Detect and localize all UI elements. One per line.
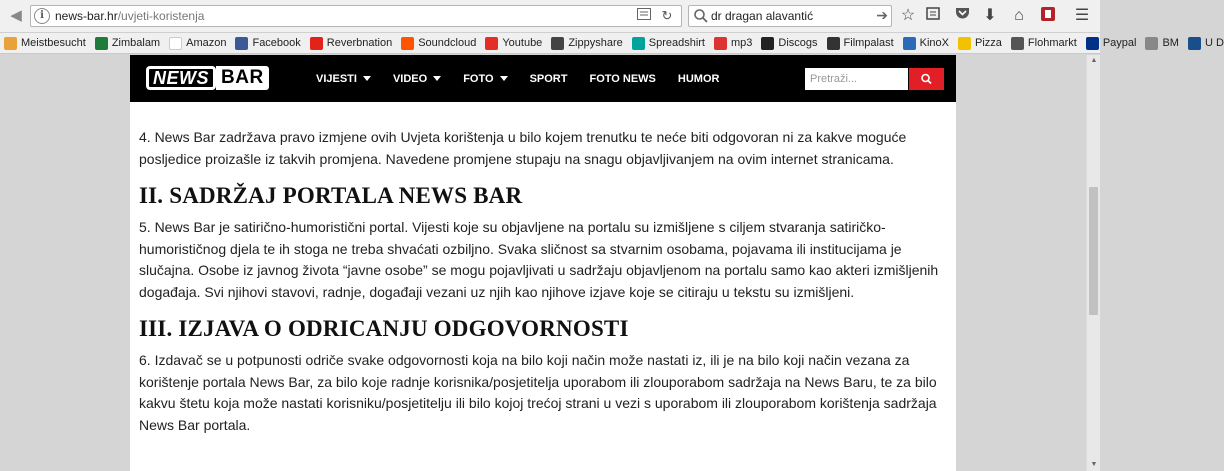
zimbalam-icon	[95, 37, 108, 50]
bookmark-label: Paypal	[1102, 37, 1137, 49]
menu-item-label: VIDEO	[392, 72, 428, 85]
zippyshare-icon	[551, 37, 564, 50]
facebook-icon	[235, 37, 248, 50]
address-bar-url[interactable]	[55, 9, 204, 23]
bookmark-label: Zimbalam	[111, 37, 161, 49]
bookmark-item[interactable]	[1011, 37, 1077, 50]
bookmark-item[interactable]	[485, 37, 542, 50]
vertical-scrollbar[interactable]	[1086, 55, 1100, 471]
ud-icon	[1188, 37, 1201, 50]
folder-icon	[4, 37, 17, 50]
logo-bar: BAR	[216, 66, 269, 90]
menu-item-humor[interactable]	[678, 73, 720, 85]
site-logo[interactable]	[146, 66, 269, 90]
bookmark-label: KinoX	[919, 37, 950, 49]
flohmarkt-icon	[1011, 37, 1024, 50]
paragraph-4: 4. News Bar zadržava pravo izmjene ovih Uvjeta korištenja u bilo kojem trenutku te neće biti odgovoran ni za kakve moguće posljedice proizašle iz takvih promjena. Navedene promjene stupaju na snagu objavljivanjem na ovim internet stranicama.	[139, 129, 907, 167]
browser-search-bar[interactable]	[688, 5, 892, 27]
paragraph-5: 5. News Bar je satirično-humoristični portal. Vijesti koje su objavljene na portalu su izmišljene s ciljem stvaranja satiričko-humorističnog djela te ih stoga ne treba shvaćati ozbiljno. Svaka sličnost sa stvarnim osobama, pojavama ili institucijama je slučajna. Osobe iz javnog života “javne osobe” se mogu pojavljivati u sadržaju objavljenom na portalu samo kao akteri izmišljenih događaja. Svi njihovi stavovi, radnje, događaji vezani uz njih kao njihove izjave koje se citiraju u tekstu su izmišljeni.	[139, 219, 939, 300]
page-body	[130, 55, 956, 471]
bookmark-item[interactable]	[958, 37, 1002, 50]
home-icon[interactable]: ⌂	[1014, 7, 1024, 24]
bookmark-label: Reverbnation	[326, 37, 393, 49]
section-heading-iii: III. IZJAVA O ODRICANJU ODGOVORNOSTI	[139, 316, 629, 341]
pizza-icon	[958, 37, 971, 50]
bookmark-item[interactable]	[903, 37, 949, 50]
bookmark-label: Youtube	[502, 37, 543, 49]
menu-item-foto[interactable]	[463, 73, 507, 85]
site-search-input[interactable]	[805, 68, 908, 90]
bookmark-item[interactable]	[1188, 37, 1224, 50]
chevron-down-icon	[363, 76, 371, 81]
film-icon	[827, 37, 840, 50]
reload-icon[interactable]: ↻	[661, 8, 673, 23]
bookmark-item[interactable]	[310, 37, 392, 50]
search-go-arrow-icon[interactable]: ➔	[876, 7, 888, 23]
menu-item-label: VIJESTI	[316, 72, 357, 85]
search-icon	[693, 8, 709, 24]
bookmark-item[interactable]	[632, 37, 705, 50]
hamburger-menu-icon[interactable]: ☰	[1074, 7, 1090, 24]
bookmark-label: Filmpalast	[843, 37, 894, 49]
browser-search-value: dr dragan alavantić	[711, 9, 814, 23]
bookmarks-bar	[0, 33, 1224, 54]
article-content	[139, 127, 949, 449]
bookmark-label: Discogs	[778, 37, 818, 49]
kinox-icon	[903, 37, 916, 50]
bookmark-label: mp3	[731, 37, 753, 49]
menu-item-foto-news[interactable]	[589, 73, 655, 85]
soundcloud-icon	[401, 37, 414, 50]
search-icon	[909, 68, 944, 90]
bookmark-label: Spreadshirt	[648, 37, 705, 49]
bookmark-star-icon[interactable]: ☆	[900, 7, 916, 24]
menu-item-label: FOTO	[463, 72, 494, 85]
menu-item-vijesti[interactable]	[316, 73, 371, 85]
bookmark-label: Soundcloud	[418, 37, 477, 49]
bookmark-item[interactable]	[4, 37, 86, 50]
download-icon[interactable]: ⬇	[983, 7, 997, 24]
mp3-icon	[714, 37, 727, 50]
logo-news: NEWS	[146, 66, 216, 90]
site-navbar	[130, 55, 956, 102]
url-path: /uvjeti-koristenja	[117, 9, 205, 23]
globe-icon	[1145, 37, 1158, 50]
chevron-down-icon	[500, 76, 508, 81]
menu-item-sport[interactable]	[530, 73, 568, 85]
bookmark-label: Zippyshare	[568, 37, 623, 49]
bookmark-label: BM	[1162, 37, 1179, 49]
menu-item-label: FOTO NEWS	[589, 72, 656, 85]
scroll-up-arrow-icon[interactable]: ▲	[1090, 57, 1098, 64]
bookmark-item[interactable]	[1086, 37, 1137, 50]
section-heading-ii: II. SADRŽAJ PORTALA NEWS BAR	[139, 183, 523, 208]
amazon-icon	[169, 37, 182, 50]
bookmark-label: Meistbesucht	[21, 37, 86, 49]
back-arrow-icon[interactable]: ◀	[10, 7, 22, 24]
menu-item-label: HUMOR	[677, 72, 720, 85]
url-host: news-bar.hr	[55, 9, 118, 23]
extension-icon[interactable]	[1038, 6, 1058, 26]
bookmark-item[interactable]	[235, 37, 300, 50]
bookmark-label: Pizza	[975, 37, 1002, 49]
bookmark-item[interactable]	[761, 37, 817, 50]
bookmark-item[interactable]	[1145, 37, 1179, 50]
bookmark-label: U D	[1204, 37, 1224, 49]
bookmark-item[interactable]	[401, 37, 476, 50]
site-search-button[interactable]	[909, 68, 944, 90]
bookmark-item[interactable]	[714, 37, 752, 50]
scroll-down-arrow-icon[interactable]: ▼	[1090, 461, 1098, 468]
paragraph-6: 6. Izdavač se u potpunosti odriče svake odgovornosti koja na bilo koji način može nastati iz, ili je na bilo koji način vezana za korištenje portala News Bar, za bilo koje radnje korisnika/posjetitelja uporabom ili zlouporabom sadržaja na News Baru, te za bilo kakvu štetu koja može nastati korisniku/posjetitelju ili bilo kojoj trećoj strani u vezi s uporabom ili zlouporabom korištenja sadržaja News Bar portala.	[139, 352, 937, 433]
site-info-icon[interactable]: i	[34, 8, 50, 24]
address-bar[interactable]	[30, 5, 682, 27]
bookmark-label: Facebook	[252, 37, 301, 49]
menu-item-video[interactable]	[393, 73, 441, 85]
page-viewport	[0, 55, 1086, 471]
reader-view-icon[interactable]	[635, 8, 653, 24]
star-icon	[310, 37, 323, 50]
bookmark-item[interactable]	[827, 37, 894, 50]
main-menu	[316, 55, 741, 102]
scroll-thumb[interactable]	[1089, 187, 1098, 315]
bookmarks-menu-icon[interactable]	[923, 6, 943, 26]
bookmark-label: Amazon	[186, 37, 227, 49]
paypal-icon	[1086, 37, 1099, 50]
bookmark-label: Flohmarkt	[1027, 37, 1077, 49]
bookmark-item[interactable]	[551, 37, 622, 50]
pocket-icon[interactable]	[952, 6, 972, 26]
bookmark-item[interactable]	[169, 37, 226, 50]
spreadshirt-icon	[632, 37, 645, 50]
menu-item-label: SPORT	[529, 72, 568, 85]
discogs-icon	[761, 37, 774, 50]
bookmark-item[interactable]	[95, 37, 160, 50]
youtube-icon	[485, 37, 498, 50]
browser-toolbar	[0, 0, 1100, 33]
chevron-down-icon	[433, 76, 441, 81]
